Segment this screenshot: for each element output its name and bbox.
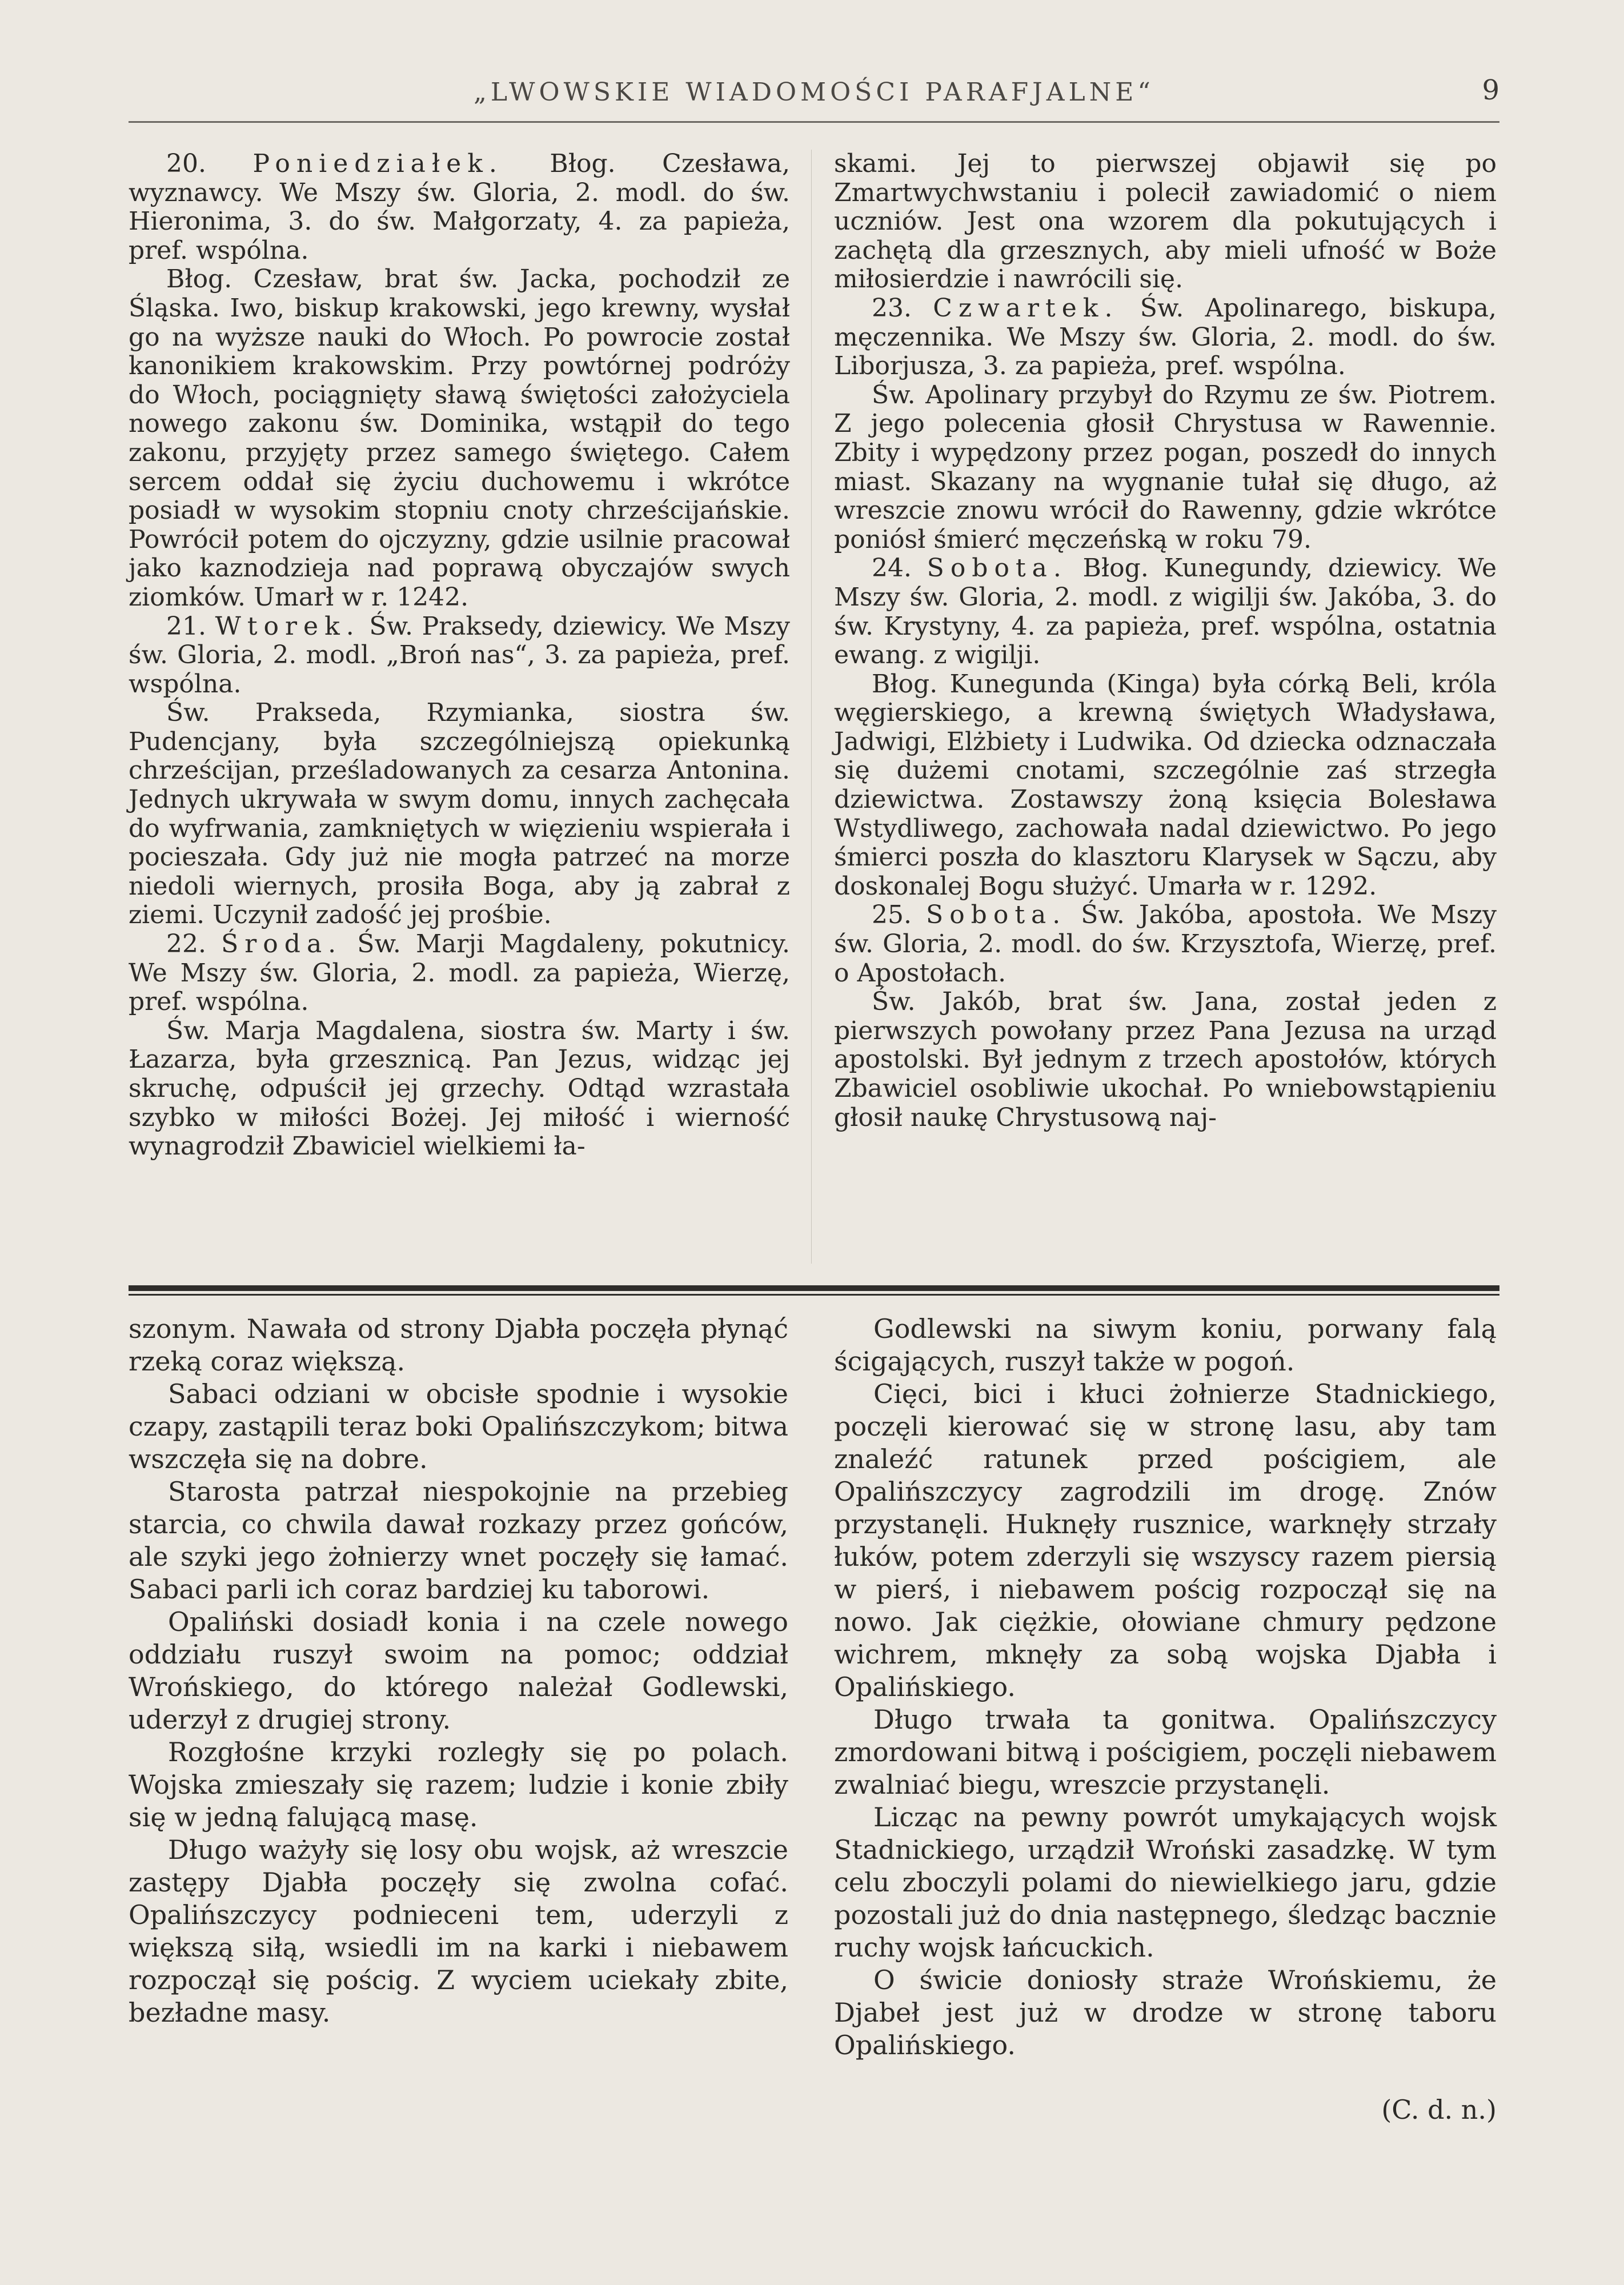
paragraph-text: Św. Marja Magdalena, siostra św. Marty i św. Łazarza, była grzesznicą. Pan Jezus, widząc jej skruchę, odpuścił jej grzechy. Odtąd wzrastała szybko w miłości Bożej. Jej miłość i wierność wynagrodził Zbawiciel wielkiemi ła-	[129, 1016, 790, 1161]
calendar-paragraph	[834, 901, 1497, 988]
serial-paragraph: Godlewski na siwym koniu, porwany falą ścigających, ruszył także w pogoń.	[834, 1313, 1497, 1377]
paragraph-text: Św. Marji Magdaleny, pokutnicy. We Mszy św. Gloria, 2. modl. za papieża, Wierzę, pref. wspólna.	[129, 929, 790, 1017]
day-number: 24.	[872, 554, 927, 583]
calendar-paragraph	[129, 150, 790, 265]
calendar-paragraph	[834, 150, 1497, 294]
serial-paragraph: Licząc na pewny powrót umykających wojsk Stadnickiego, urządził Wroński zasadzkę. W tym celu zboczyli polami do niewielkiego jaru, gdzie pozostali już do dnia następnego, śledząc bacznie ruchy wojsk łańcuckich.	[834, 1802, 1497, 1963]
serial-paragraph: Sabaci odziani w obcisłe spodnie i wysokie czapy, zastąpili teraz boki Opalińszczykom; bitwa wszczęła się na dobre.	[129, 1378, 788, 1474]
calendar-paragraph	[129, 1017, 790, 1161]
weekday-name: Środa.	[221, 929, 343, 959]
to-be-continued: (C. d. n.)	[1381, 2094, 1497, 2125]
serial-paragraph: Długo trwała ta gonitwa. Opalińszczycy zmordowani bitwą i pościgiem, poczęli niebawem zwalniać biegu, wreszcie przystanęli.	[834, 1704, 1497, 1800]
paragraph-text: Św. Jakób, brat św. Jana, został jeden z pierwszych powołany przez Pana Jezusa na urząd apostolski. Był jednym z trzech apostołów, których Zbawiciel osobliwie ukochał. Po wniebowstąpieniu głosił naukę Chrystusową naj-	[834, 987, 1497, 1132]
weekday-name: Sobota.	[926, 900, 1067, 930]
day-number: 21.	[166, 611, 215, 641]
day-number: 22.	[166, 929, 222, 959]
paragraph-text: Błog. Kunegundy, dziewicy. We Mszy św. Gloria, 2. modl. z wigilji św. Jakóba, 3. do św. Krystyny, 4. za papieża, pref. wspólna, ostatnia ewang. z wigilji.	[834, 554, 1497, 670]
calendar-column-left	[129, 150, 790, 1161]
running-header	[129, 74, 1499, 114]
calendar-paragraph	[129, 930, 790, 1017]
section-divider-thin	[129, 1294, 1499, 1296]
calendar-paragraph	[129, 265, 790, 612]
paragraph-text: Błog. Czesława, wyznawcy. We Mszy św. Gloria, 2. modl. do św. Hieronima, 3. do św. Małgorzaty, 4. za papieża, pref. wspólna.	[129, 149, 790, 265]
calendar-paragraph	[129, 699, 790, 930]
serial-paragraph: Cięci, bici i kłuci żołnierze Stadnickiego, poczęli kierować się w stronę lasu, aby tam znaleźć ratunek przed pościgiem, ale Opalińszczycy zagrodzili im drogę. Znów przystanęli. Huknęły rusznice, warknęły strzały łuków, potem zderzyli się wszyscy razem piersią w pierś, i niebawem pościg rozpoczął się na nowo. Jak ciężkie, ołowiane chmury pędzone wichrem, mknęły za sobą wojska Djabła i Opalińskiego.	[834, 1378, 1497, 1702]
paragraph-text: Błog. Kunegunda (Kinga) była córką Beli, króla węgierskiego, a krewną świętych Władysława, Jadwigi, Elżbiety i Ludwika. Od dziecka odznaczała się dużemi cnotami, szczególnie zaś strzegła dziewictwa. Zostawszy żoną księcia Bolesława Wstydliwego, zachowała nadal dziewictwo. Po jego śmierci poszła do klasztoru Klarysek w Sączu, aby doskonalej Bogu służyć. Umarła w r. 1292.	[834, 669, 1497, 901]
header-rule	[129, 121, 1499, 123]
calendar-paragraph	[129, 612, 790, 699]
section-divider-thick	[129, 1285, 1499, 1291]
calendar-paragraph	[834, 670, 1497, 901]
paragraph-text: Św. Jakóba, apostoła. We Mszy św. Gloria, 2. modl. do św. Krzysztofa, Wierzę, pref. o Apostołach.	[834, 900, 1497, 988]
serial-signoff-wrap	[834, 2094, 1497, 2126]
weekday-name: Sobota.	[927, 554, 1068, 583]
weekday-name: Wtorek.	[215, 611, 360, 641]
paragraph-text: Św. Praksedy, dziewicy. We Mszy św. Gloria, 2. modl. „Broń nas“, 3. za papieża, pref. wspólna.	[129, 611, 790, 699]
calendar-paragraph	[834, 294, 1497, 381]
page-number: 9	[1482, 74, 1499, 106]
weekday-name: Poniedziałek.	[252, 149, 503, 178]
calendar-paragraph	[834, 381, 1497, 555]
paragraph-text: skami. Jej to pierwszej objawił się po Zmartwychwstaniu i polecił zawiadomić o niem uczniów. Jest ona wzorem dla pokutujących i zachętą dla grzesznych, aby mieli ufność w Boże miłosierdzie i nawrócili się.	[834, 149, 1497, 294]
serial-column-left	[129, 1313, 788, 2029]
day-number: 25.	[872, 900, 927, 930]
column-gutter	[811, 150, 812, 1264]
serial-paragraph: Rozgłośne krzyki rozległy się po polach. Wojska zmieszały się razem; ludzie i konie zbiły się w jedną falującą masę.	[129, 1737, 788, 1833]
calendar-column-right	[834, 150, 1497, 1132]
paragraph-text: Św. Apolinary przybył do Rzymu ze św. Piotrem. Z jego polecenia głosił Chrystusa w Rawennie. Zbity i wypędzony przez pogan, poszedł do innych miast. Skazany na wygnanie tułał się długo, aż wreszcie znowu wrócił do Rawenny, gdzie wkrótce poniósł śmierć męczeńską w roku 79.	[834, 380, 1497, 554]
paragraph-text: Św. Apolinarego, biskupa, męczennika. We Mszy św. Gloria, 2. modl. do św. Liborjusza, 3. za papieża, pref. wspólna.	[834, 293, 1497, 381]
serial-paragraph: Opaliński dosiadł konia i na czele nowego oddziału ruszył swoim na pomoc; oddział Wrońskiego, do którego należał Godlewski, uderzył z drugiej strony.	[129, 1606, 788, 1735]
serial-paragraph: Starosta patrzał niespokojnie na przebieg starcia, co chwila dawał rozkazy przez gońców, ale szyki jego żołnierzy wnet poczęły się łamać. Sabaci parli ich coraz bardziej ku taborowi.	[129, 1476, 788, 1605]
serial-paragraph: Długo ważyły się losy obu wojsk, aż wreszcie zastępy Djabła poczęły się zwolna cofać. Opalińszczycy podnieceni tem, uderzyli z większą siłą, wsiedli im na karki i niebawem rozpoczął się pościg. Z wyciem uciekały zbite, bezładne masy.	[129, 1834, 788, 2028]
day-number: 20.	[166, 149, 253, 178]
day-number: 23.	[872, 293, 933, 323]
paragraph-text: Błog. Czesław, brat św. Jacka, pochodził ze Śląska. Iwo, biskup krakowski, jego krewny, wysłał go na wyższe nauki do Włoch. Po powrocie został kanonikiem krakowskim. Przy powtórnej podróży do Włoch, pociągnięty sławą świętości założyciela nowego zakonu św. Dominika, wstąpił do tego zakonu, przyjęty przez samego świętego. Całem sercem oddał się życiu duchowemu i wkrótce posiadł w wysokim stopniu cnoty chrześcijańskie. Powrócił potem do ojczyzny, gdzie usilnie pracował jako kaznodzieja nad poprawą obyczajów swych ziomków. Umarł w r. 1242.	[129, 264, 790, 612]
serial-column-right	[834, 1313, 1497, 2062]
weekday-name: Czwartek.	[933, 293, 1119, 323]
paragraph-text: Św. Prakseda, Rzymianka, siostra św. Pudencjany, była szczególniejszą opiekunką chrześcijan, prześladowanych za cesarza Antonina. Jednych ukrywała w swym domu, innych zachęcała do wyfrwania, zamkniętych w więzieniu wspierała i pocieszała. Gdy już nie mogła patrzeć na morze niedoli wiernych, prosiła Boga, aby ją zabrał z ziemi. Uczynił zadość jej prośbie.	[129, 698, 790, 930]
calendar-paragraph	[834, 988, 1497, 1132]
publication-title: „LWOWSKIE WIADOMOŚCI PARAFJALNE“	[474, 78, 1154, 107]
serial-paragraph: O świcie doniosły straże Wrońskiemu, że Djabeł jest już w drodze w stronę taboru Opalińskiego.	[834, 1965, 1497, 2060]
serial-paragraph: szonym. Nawała od strony Djabła poczęła płynąć rzeką coraz większą.	[129, 1313, 788, 1377]
calendar-paragraph	[834, 554, 1497, 670]
